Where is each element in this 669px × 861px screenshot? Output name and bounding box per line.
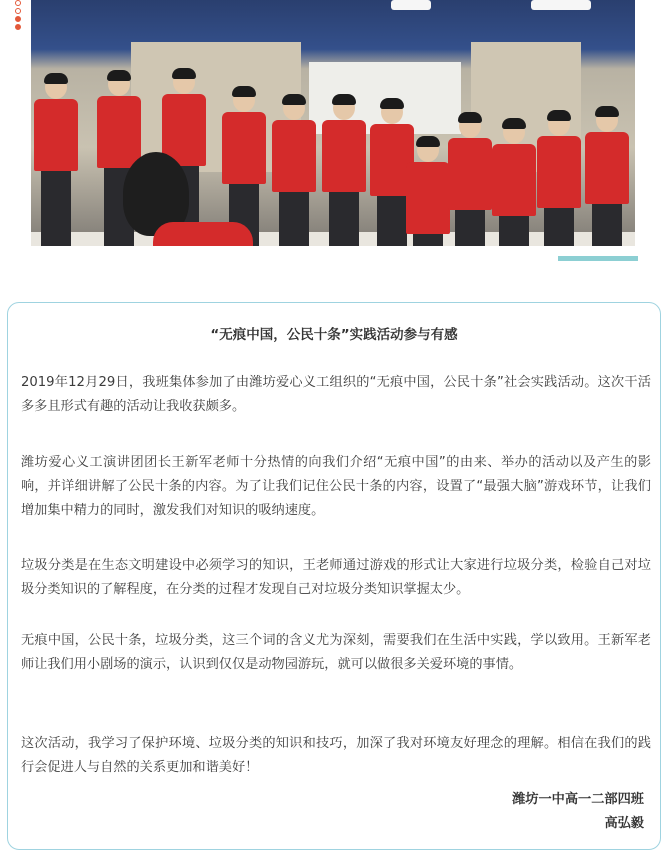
article-card — [7, 302, 661, 850]
accent-divider — [558, 256, 638, 261]
paragraph-3: 垃圾分类是在生态文明建设中必须学习的知识，王老师通过游戏的形式让大家进行垃圾分类，检验自己对垃圾分类知识的了解程度，在分类的过程才发现自己对垃圾分类知识掌握太少。 — [21, 558, 651, 597]
article-title: “无痕中国，公民十条”实践活动参与有感 — [210, 327, 458, 343]
dot-icon — [15, 16, 21, 22]
student-figure — [579, 108, 635, 246]
decorative-dots — [15, 0, 25, 32]
student-figure — [31, 75, 81, 246]
paragraph-1: 2019年12月29日，我班集体参加了由潍坊爱心义工组织的“无痕中国，公民十条”社会实践活动。这次干活多多且形式有趣的活动让我收获颇多。 — [21, 375, 651, 414]
foreground-vest — [153, 222, 253, 246]
student-figure — [266, 96, 322, 246]
paragraph-2: 潍坊爱心义工演讲团团长王新军老师十分热情的向我们介绍“无痕中国”的由来、举办的活动以及产生的影响，并详细讲解了公民十条的内容。为了让我们记住公民十条的内容，设置了“最强大脑”游戏环节，让我们增加集中精力的同时，激发我们对知识的吸纳速度。 — [21, 455, 651, 518]
ceiling-light — [391, 0, 431, 10]
signature-class: 潍坊一中高一二部四班 — [512, 792, 644, 807]
ceiling-light — [531, 0, 591, 10]
dot-icon — [15, 0, 21, 6]
signature-name: 高弘毅 — [604, 816, 644, 831]
paragraph-5: 这次活动，我学习了保护环境、垃圾分类的知识和技巧，加深了我对环境友好理念的理解。相信在我们的践行会促进人与自然的关系更加和谐美好！ — [21, 736, 651, 775]
dot-icon — [15, 8, 21, 14]
group-photo — [31, 0, 635, 246]
dot-icon — [15, 24, 21, 30]
paragraph-4: 无痕中国，公民十条，垃圾分类，这三个词的含义尤为深刻，需要我们在生活中实践，学以致用。王新军老师让我们用小剧场的演示，认识到仅仅是动物园游玩，就可以做很多关爱环境的事情。 — [21, 633, 651, 672]
